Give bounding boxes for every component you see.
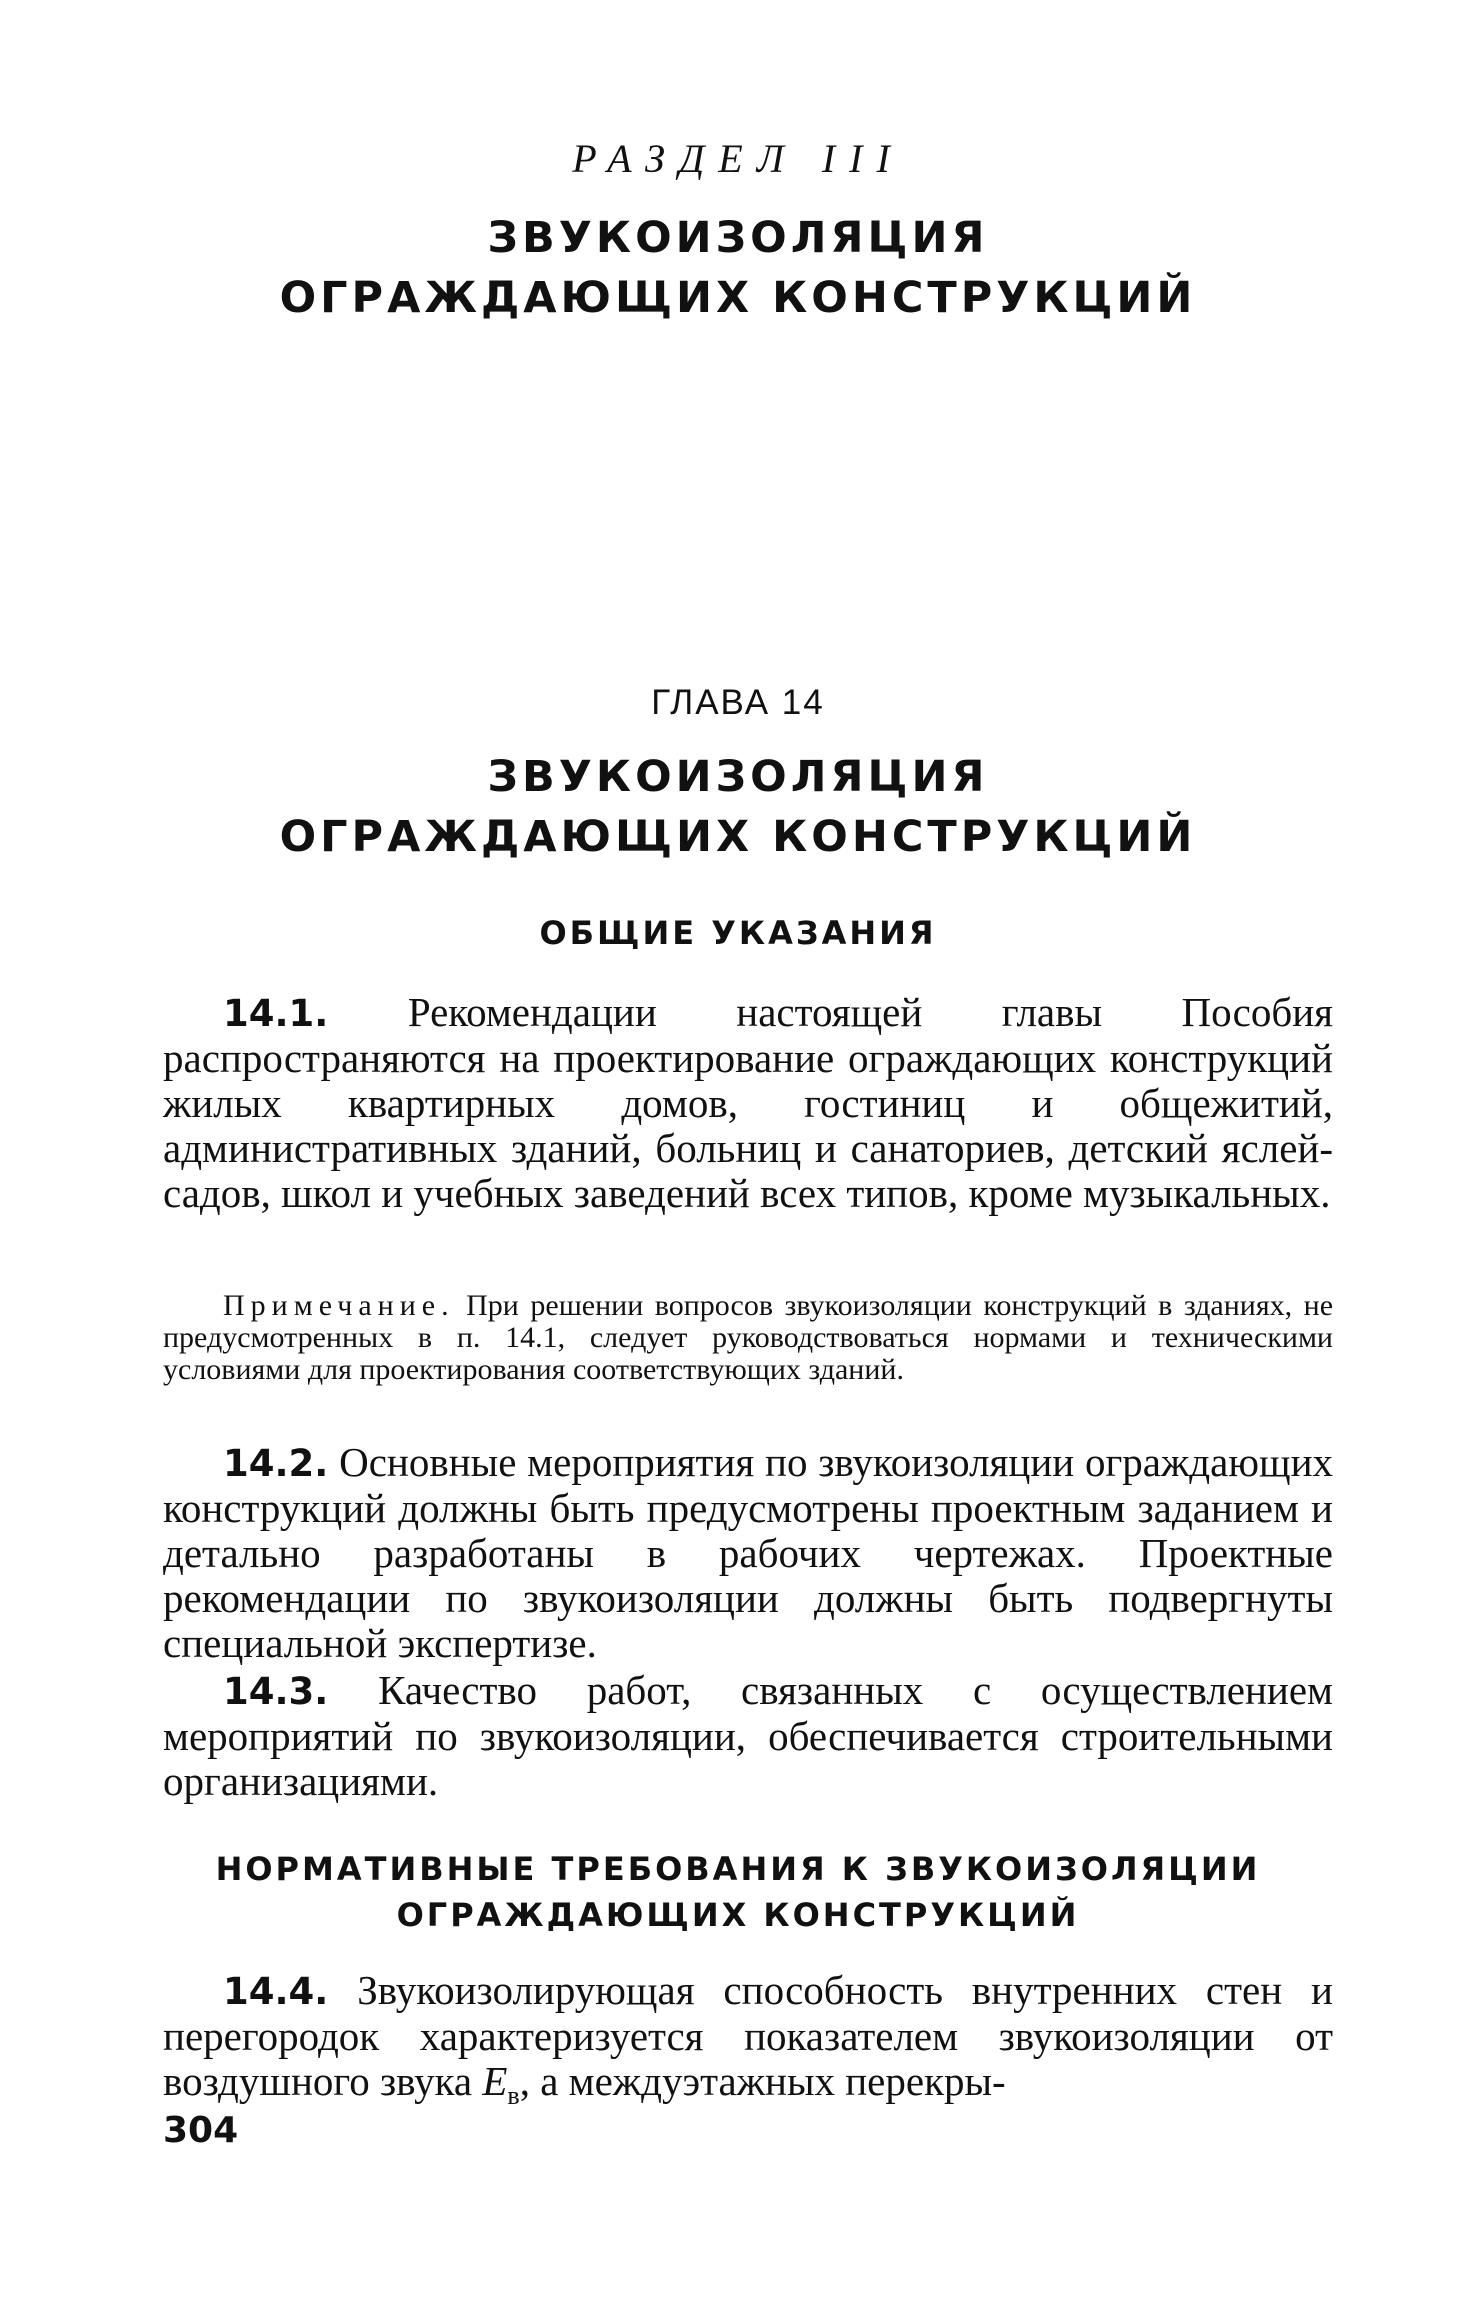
general-instructions-heading: ОБЩИЕ УКАЗАНИЯ	[539, 914, 937, 952]
paragraph-14-3	[163, 1668, 1333, 1804]
section-title	[0, 208, 1476, 328]
note-label: Примечание.	[223, 1289, 455, 1322]
normative-heading-line-2: ОГРАЖДАЮЩИХ КОНСТРУКЦИЙ	[396, 1896, 1080, 1934]
paragraph-number: 14.3.	[223, 1670, 329, 1713]
page-number: 304	[163, 2110, 239, 2151]
note-14-1	[163, 1290, 1333, 1386]
paragraph-14-4	[163, 1968, 1333, 2118]
paragraph-text: Рекомендации настоящей главы Пособия распространяются на проектирование ограждающих конструкций жилых квартирных домов, гостиниц и общежитий, административных зданий, больниц и санаториев, детский яслей-садов, школ и учебных заведений всех типов, кроме музыкальных.	[163, 989, 1333, 1216]
chapter-title-line-1: ЗВУКОИЗОЛЯЦИЯ	[487, 752, 989, 802]
paragraph-number: 14.1.	[223, 992, 329, 1035]
normative-requirements-heading	[0, 1846, 1476, 1938]
paragraph-14-2	[163, 1440, 1333, 1666]
normative-heading-line-1: НОРМАТИВНЫЕ ТРЕБОВАНИЯ К ЗВУКОИЗОЛЯЦИИ	[215, 1850, 1261, 1888]
paragraph-number: 14.4.	[223, 1970, 329, 2013]
paragraph-14-1	[163, 990, 1333, 1216]
chapter-title	[0, 747, 1476, 867]
paragraph-text: Основные мероприятия по звукоизоляции ограждающих конструкций должны быть предусмотрены проектным заданием и детально разработаны в рабочих чертежах. Проектные рекомендации по звукоизоляции должны быть подвергнуты специальной экспертизе.	[163, 1439, 1334, 1666]
section-title-line-2: ОГРАЖДАЮЩИХ КОНСТРУКЦИЙ	[279, 273, 1197, 323]
section-title-line-1: ЗВУКОИЗОЛЯЦИЯ	[487, 213, 989, 263]
section-label: РАЗДЕЛ III	[572, 136, 904, 181]
chapter-title-line-2: ОГРАЖДАЮЩИХ КОНСТРУКЦИЙ	[279, 812, 1197, 862]
paragraph-text: Качество работ, связанных с осуществлением мероприятий по звукоизоляции, обеспечивается строительными организациями.	[163, 1667, 1333, 1804]
chapter-label: ГЛАВА 14	[651, 683, 825, 722]
sound-insulation-symbol: $E_в$	[482, 2058, 520, 2111]
paragraph-text-continued: , а междуэтажных перекры-	[519, 2058, 1006, 2104]
paragraph-number: 14.2.	[223, 1442, 329, 1485]
paragraph-text: Звукоизолирующая способность внутренних стен и перегородок характеризуется показателем звукоизоляции от воздушного звука	[163, 1967, 1334, 2104]
note-text: При решении вопросов звукоизоляции конструкций в зданиях, не предусмотренных в п. 14.1, следует руководствоваться нормами и техническими условиями для проектирования соответствующих зданий.	[163, 1289, 1334, 1386]
